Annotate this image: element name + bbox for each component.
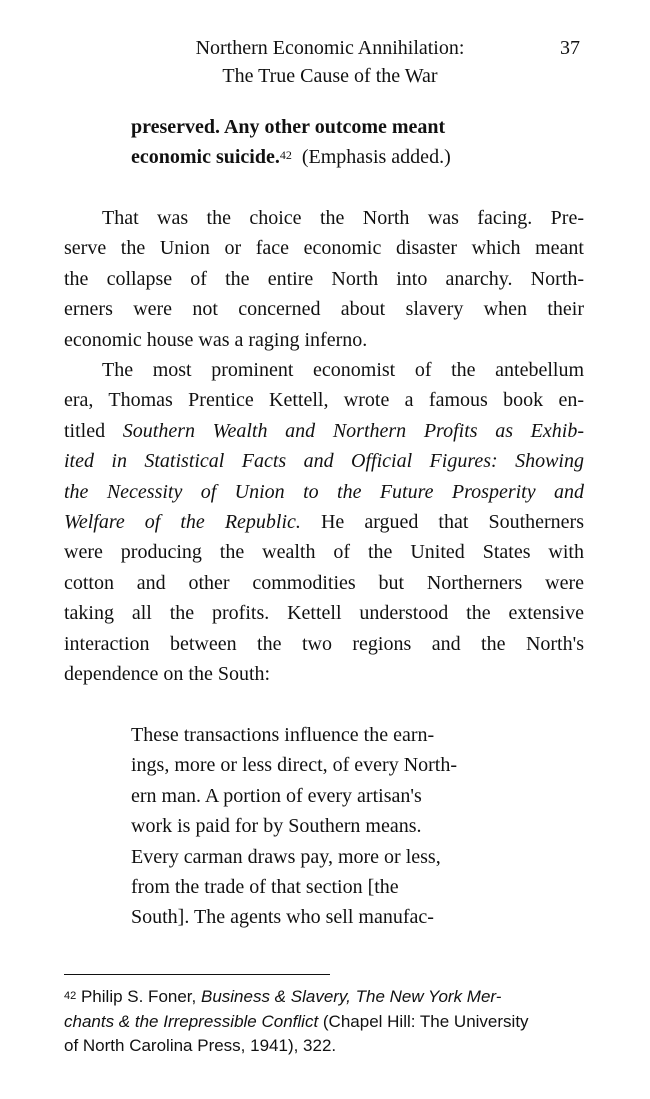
quote-line: Every carman draws pay, more or less, <box>131 845 441 868</box>
quote-line: South]. The agents who sell manufac- <box>131 906 434 929</box>
book-title-italic: Welfare of the Republic. <box>64 511 301 534</box>
paragraph-line: economic house was a raging inferno. <box>64 328 368 351</box>
paragraph-line: dependence on the South: <box>64 663 271 686</box>
footnote-number: 42 <box>64 990 77 1002</box>
footnote-ref-42: 42 <box>279 148 292 162</box>
quote1-line1 <box>131 112 531 142</box>
footnote-line <box>64 1010 584 1035</box>
running-header-title <box>150 34 510 90</box>
quote1-line2 <box>131 142 531 172</box>
quote1-bold-text-1: preserved. Any other outcome meant <box>131 116 446 138</box>
paragraph-line: era, Thomas Prentice Kettell, wrote a famous book en- <box>64 389 584 412</box>
quote-line: ings, more or less direct, of every North- <box>131 754 458 777</box>
plain-text: titled <box>64 419 123 442</box>
paragraph-line <box>64 507 584 537</box>
footnote-divider <box>64 974 330 975</box>
book-title-italic: Southern Wealth and Northern Profits as Exhib- <box>122 419 584 442</box>
paragraph-line: That was the choice the North was facing. Pre- <box>102 207 584 229</box>
footnote-42 <box>64 985 584 1059</box>
paragraph-line: serve the Union or face economic disaster which meant <box>64 237 584 260</box>
footnote-author: Philip S. Foner, <box>76 987 201 1006</box>
paragraph-1 <box>64 203 584 355</box>
header-title-line1: Northern Economic Annihilation: <box>195 37 465 59</box>
quote-line: ern man. A portion of every artisan's <box>131 784 422 807</box>
paragraph-line: the collapse of the entire North into anarchy. North- <box>64 267 584 290</box>
footnote-line <box>64 985 584 1010</box>
footnote-title: Business & Slavery, The New York Mer- <box>200 987 502 1006</box>
paragraph-line: The most prominent economist of the antebellum <box>102 359 584 381</box>
book-title-italic: the Necessity of Union to the Future Prosperity and <box>64 480 584 503</box>
footnote-title: chants & the Irrepressible Conflict <box>64 1011 319 1031</box>
paragraph-line <box>64 477 584 507</box>
book-title-italic: ited in Statistical Facts and Official Figures: Showing <box>64 450 584 473</box>
block-quote-1 <box>131 112 531 172</box>
footnote-line: of North Carolina Press, 1941), 322. <box>64 1036 337 1055</box>
quote-line: work is paid for by Southern means. <box>131 815 422 838</box>
quote-line: These transactions influence the earn- <box>131 724 435 746</box>
footnote-publisher: (Chapel Hill: The University <box>318 1011 529 1031</box>
page-number: 37 <box>560 37 580 59</box>
paragraph-line: erners were not concerned about slavery when their <box>64 298 584 321</box>
paragraph-line <box>64 416 584 446</box>
paragraph-line: interaction between the two regions and the North's <box>64 632 584 655</box>
plain-text: He argued that Southerners <box>300 511 584 534</box>
header-title-line2: The True Cause of the War <box>222 65 438 87</box>
quote-line: from the trade of that section [the <box>131 876 399 899</box>
paragraph-line: cotton and other commodities but Northerners were <box>64 571 584 594</box>
quote1-bold-text-2: economic suicide. <box>131 146 280 168</box>
paragraph-line: were producing the wealth of the United States with <box>64 541 584 564</box>
paragraph-2 <box>64 355 584 689</box>
block-quote-2 <box>131 720 521 933</box>
paragraph-line: taking all the profits. Kettell understood the extensive <box>64 602 584 625</box>
paragraph-line <box>64 446 584 476</box>
emphasis-note: (Emphasis added.) <box>301 146 451 168</box>
